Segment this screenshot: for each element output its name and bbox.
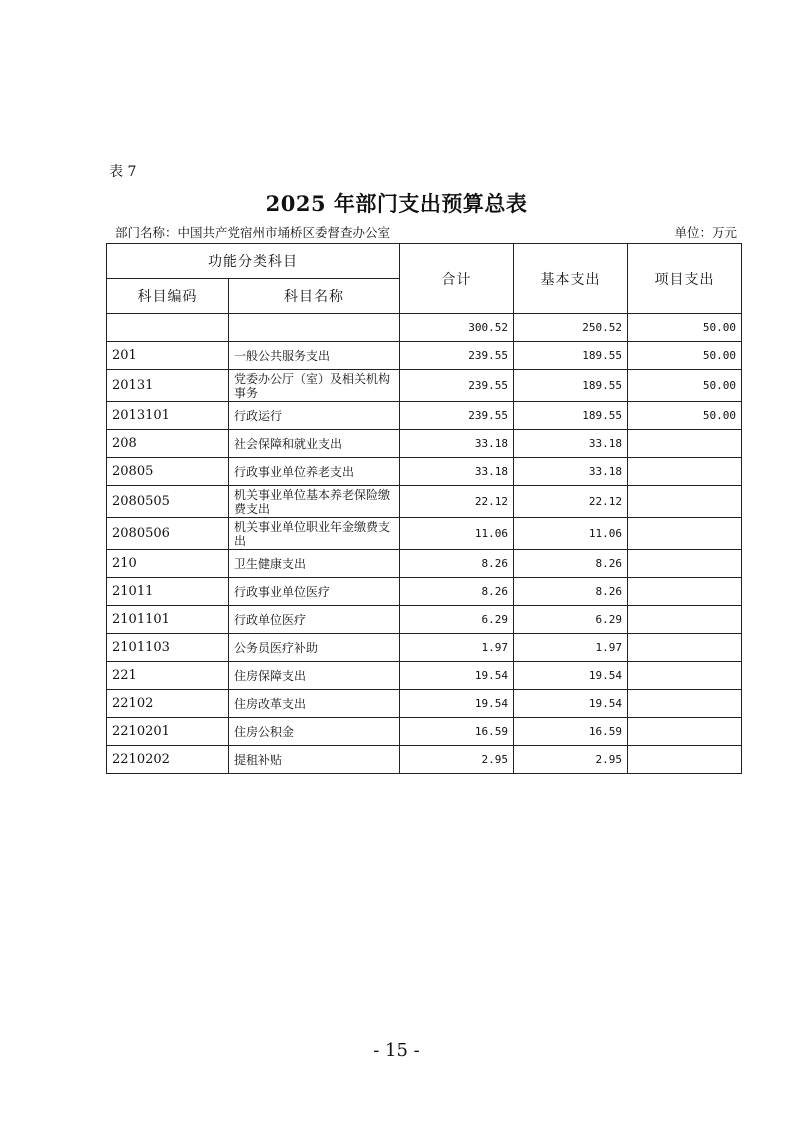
total-cell: 11.06 [400,518,514,550]
header-function-category: 功能分类科目 [107,244,400,279]
subject-name-cell: 住房保障支出 [229,662,400,690]
subject-name-cell [229,314,400,342]
table-row [107,662,742,690]
project-expenditure-cell [628,662,742,690]
basic-expenditure-cell: 33.18 [514,430,628,458]
table-row [107,690,742,718]
project-expenditure-cell [628,606,742,634]
project-expenditure-cell [628,430,742,458]
project-expenditure-cell: 50.00 [628,370,742,402]
table-row [107,518,742,550]
basic-expenditure-cell: 22.12 [514,486,628,518]
subject-code-cell: 22102 [107,690,229,718]
header-subject-name: 科目名称 [229,279,400,314]
unit-label: 单位：万元 [674,225,737,240]
total-cell: 2.95 [400,746,514,774]
subject-name-cell: 行政事业单位医疗 [229,578,400,606]
subject-name-cell: 住房改革支出 [229,690,400,718]
subject-name-cell: 一般公共服务支出 [229,342,400,370]
project-expenditure-cell [628,634,742,662]
table-row [107,634,742,662]
total-cell: 22.12 [400,486,514,518]
total-cell: 8.26 [400,550,514,578]
total-cell: 19.54 [400,690,514,718]
table-row [107,314,742,342]
basic-expenditure-cell: 8.26 [514,578,628,606]
table-row [107,486,742,518]
header-total: 合计 [400,244,514,314]
subject-code-cell: 2210201 [107,718,229,746]
subject-code-cell: 21011 [107,578,229,606]
basic-expenditure-cell: 189.55 [514,402,628,430]
table-label: 表 7 [109,164,137,180]
subject-name-cell: 卫生健康支出 [229,550,400,578]
header-subject-code: 科目编码 [107,279,229,314]
project-expenditure-cell [628,578,742,606]
subject-name-cell: 住房公积金 [229,718,400,746]
table-row [107,746,742,774]
basic-expenditure-cell: 1.97 [514,634,628,662]
subject-code-cell: 2101101 [107,606,229,634]
basic-expenditure-cell: 189.55 [514,342,628,370]
basic-expenditure-cell: 2.95 [514,746,628,774]
subject-code-cell: 210 [107,550,229,578]
project-expenditure-cell: 50.00 [628,342,742,370]
page-number: - 15 - [373,1040,420,1061]
header-basic-expenditure: 基本支出 [514,244,628,314]
department-name: 部门名称：中国共产党宿州市埇桥区委督查办公室 [115,225,391,240]
subject-name-cell: 机关事业单位职业年金缴费支出 [229,518,400,550]
project-expenditure-cell [628,746,742,774]
subject-code-cell [107,314,229,342]
subject-name-cell: 机关事业单位基本养老保险缴费支出 [229,486,400,518]
subject-code-cell: 2013101 [107,402,229,430]
total-cell: 300.52 [400,314,514,342]
budget-table [106,243,742,774]
header-project-expenditure: 项目支出 [628,244,742,314]
table-row [107,430,742,458]
subject-name-cell: 行政事业单位养老支出 [229,458,400,486]
table-row [107,578,742,606]
subject-name-cell: 提租补贴 [229,746,400,774]
basic-expenditure-cell: 11.06 [514,518,628,550]
project-expenditure-cell [628,458,742,486]
subject-code-cell: 2210202 [107,746,229,774]
subject-name-cell: 党委办公厅（室）及相关机构事务 [229,370,400,402]
total-cell: 239.55 [400,370,514,402]
project-expenditure-cell: 50.00 [628,314,742,342]
subject-code-cell: 208 [107,430,229,458]
subject-code-cell: 2080505 [107,486,229,518]
basic-expenditure-cell: 6.29 [514,606,628,634]
total-cell: 16.59 [400,718,514,746]
subject-code-cell: 201 [107,342,229,370]
subject-code-cell: 2080506 [107,518,229,550]
subject-name-cell: 社会保障和就业支出 [229,430,400,458]
basic-expenditure-cell: 19.54 [514,662,628,690]
total-cell: 33.18 [400,458,514,486]
subject-code-cell: 20805 [107,458,229,486]
project-expenditure-cell [628,550,742,578]
table-row [107,550,742,578]
project-expenditure-cell [628,486,742,518]
table-row [107,370,742,402]
subject-name-cell: 行政运行 [229,402,400,430]
total-cell: 239.55 [400,342,514,370]
total-cell: 8.26 [400,578,514,606]
table-row [107,718,742,746]
project-expenditure-cell: 50.00 [628,402,742,430]
subject-code-cell: 221 [107,662,229,690]
total-cell: 33.18 [400,430,514,458]
subject-code-cell: 2101103 [107,634,229,662]
basic-expenditure-cell: 250.52 [514,314,628,342]
project-expenditure-cell [628,690,742,718]
table-row [107,342,742,370]
table-row [107,606,742,634]
table-row [107,402,742,430]
page-title: 2025 年部门支出预算总表 [265,191,528,216]
subject-name-cell: 行政单位医疗 [229,606,400,634]
total-cell: 19.54 [400,662,514,690]
total-cell: 6.29 [400,606,514,634]
basic-expenditure-cell: 19.54 [514,690,628,718]
project-expenditure-cell [628,518,742,550]
basic-expenditure-cell: 16.59 [514,718,628,746]
project-expenditure-cell [628,718,742,746]
total-cell: 1.97 [400,634,514,662]
basic-expenditure-cell: 189.55 [514,370,628,402]
subject-name-cell: 公务员医疗补助 [229,634,400,662]
basic-expenditure-cell: 8.26 [514,550,628,578]
basic-expenditure-cell: 33.18 [514,458,628,486]
subject-code-cell: 20131 [107,370,229,402]
total-cell: 239.55 [400,402,514,430]
table-row [107,458,742,486]
